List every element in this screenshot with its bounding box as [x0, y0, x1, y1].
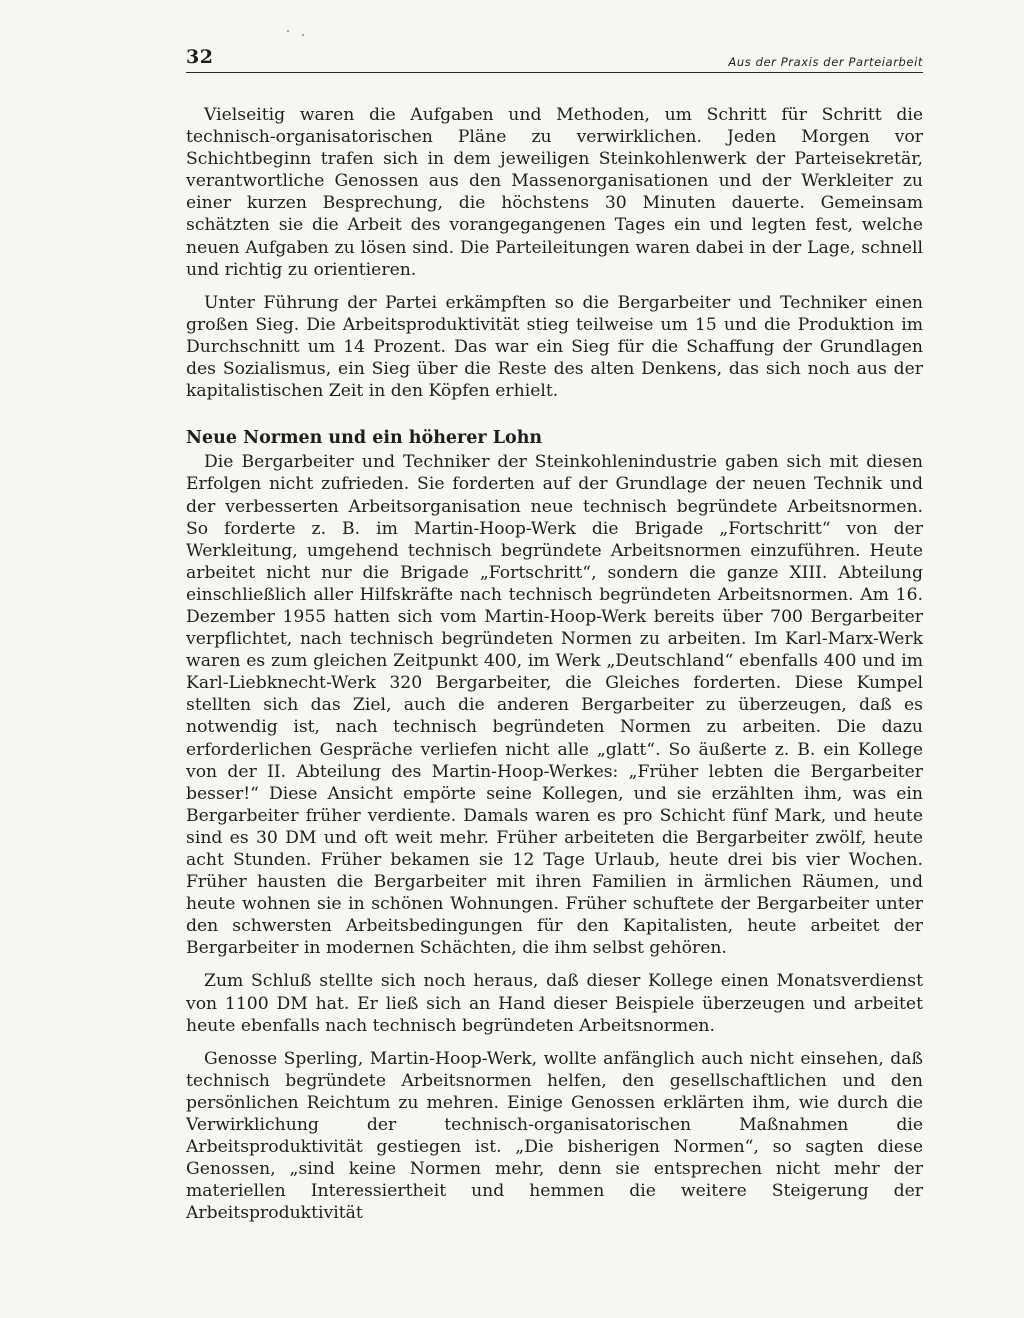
body-text: [186, 104, 923, 1236]
scan-speck: [287, 30, 289, 32]
paragraph: Die Bergarbeiter und Techniker der Steinkohlenindustrie gaben sich mit diesen Erfolgen nicht zufrieden. Sie forderten auf der Grundlage der neuen Technik und der verbesserten Arbeitsorganisation neue technisch begründete Arbeitsnormen. So forderte z. B. im Martin-Hoop-Werk die Brigade „Fortschritt“ von der Werkleitung, umgehend technisch begründete Arbeitsnormen einzuführen. Heute arbeitet nicht nur die Brigade „Fortschritt“, sondern die ganze XIII. Abteilung einschließlich aller Hilfskräfte nach technisch begründeten Arbeitsnormen. Am 16. Dezember 1955 hatten sich vom Martin-Hoop-Werk bereits über 700 Bergarbeiter verpflichtet, nach technisch begründeten Normen zu arbeiten. Im Karl-Marx-Werk waren es zum gleichen Zeitpunkt 400, im Werk „Deutschland“ ebenfalls 400 und im Karl-Liebknecht-Werk 320 Bergarbeiter, die Gleiches forderten. Diese Kumpel stellten sich das Ziel, auch die anderen Bergarbeiter zu überzeugen, daß es notwendig ist, nach technisch begründeten Normen zu arbeiten. Die dazu erforderlichen Gespräche verliefen nicht alle „glatt“. So äußerte z. B. ein Kollege von der II. Abteilung des Martin-Hoop-Werkes: „Früher lebten die Bergarbeiter besser!“ Diese Ansicht empörte seine Kollegen, und sie erzählten ihm, was ein Bergarbeiter früher verdiente. Damals waren es pro Schicht fünf Mark, und heute sind es 30 DM und oft weit mehr. Früher arbeiteten die Bergarbeiter zwölf, heute acht Stunden. Früher bekamen sie 12 Tage Urlaub, heute drei bis vier Wochen. Früher hausten die Bergarbeiter mit ihren Familien in ärmlichen Räumen, und heute wohnen sie in schönen Wohnungen. Früher schuftete der Bergarbeiter unter den schwersten Arbeitsbedingungen für den Kapitalisten, heute arbeitet der Bergarbeiter in modernen Schächten, die ihm selbst gehören.: [186, 452, 923, 959]
scan-speck: [302, 34, 304, 36]
paragraph: Genosse Sperling, Martin-Hoop-Werk, wollte anfänglich auch nicht einsehen, daß technisch begründete Arbeitsnormen helfen, den gesellschaftlichen und den persönlichen Reichtum zu mehren. Einige Genossen erklärten ihm, wie durch die Verwirklichung der technisch-organisatorischen Maßnahmen die Arbeitsproduktivität gestiegen ist. „Die bisherigen Normen“, so sagten diese Genossen, „sind keine Normen mehr, denn sie entsprechen nicht mehr der materiellen Interessiertheit und hemmen die weitere Steigerung der Arbeitsproduktivität: [186, 1048, 923, 1224]
running-head: Aus der Praxis der Parteiarbeit: [728, 55, 923, 69]
paragraph: Unter Führung der Partei erkämpften so die Bergarbeiter und Techniker einen großen Sieg. Die Arbeitsproduktivität stieg teilweise um 15 und die Produktion im Durchschnitt um 14 Prozent. Das war ein Sieg für die Schaffung der Grundlagen des Sozialismus, ein Sieg über die Reste des alten Denkens, das sich noch aus der kapitalistischen Zeit in den Köpfen erhielt.: [186, 292, 923, 402]
section-heading: Neue Normen und ein höherer Lohn: [186, 428, 543, 449]
paragraph: Vielseitig waren die Aufgaben und Methoden, um Schritt für Schritt die technisch-organisatorischen Pläne zu verwirklichen. Jeden Morgen vor Schichtbeginn trafen sich in dem jeweiligen Steinkohlenwerk der Parteisekretär, verantwortliche Genossen aus den Massenorganisationen und der Werkleiter zu einer kurzen Besprechung, die höchstens 30 Minuten dauerte. Gemeinsam schätzten sie die Arbeit des vorangegangenen Tages ein und legten fest, welche neuen Aufgaben zu lösen sind. Die Parteileitungen waren dabei in der Lage, schnell und richtig zu orientieren.: [186, 105, 923, 280]
header-rule: [186, 72, 923, 73]
paragraph: Zum Schluß stellte sich noch heraus, daß dieser Kollege einen Monatsverdienst von 1100 DM hat. Er ließ sich an Hand dieser Beispiele überzeugen und arbeitet heute ebenfalls nach technisch begründeten Arbeitsnormen.: [186, 971, 923, 1036]
page-number: 32: [186, 46, 214, 68]
